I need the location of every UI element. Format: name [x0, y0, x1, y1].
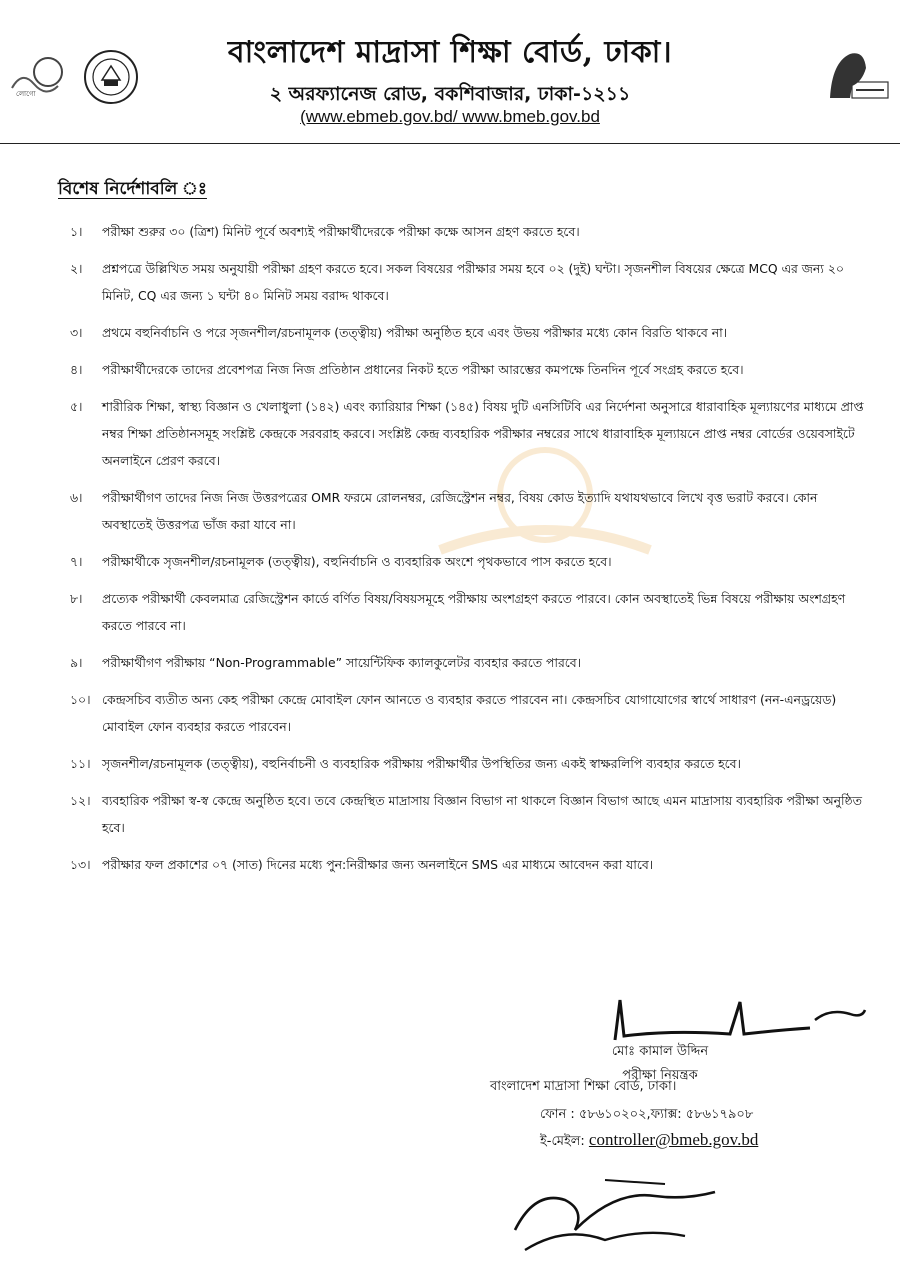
instruction-item — [70, 649, 870, 676]
instruction-text: কেন্দ্রসচিব ব্যতীত অন্য কেহ পরীক্ষা কেন্দ্রে মোবাইল ফোন আনতে ও ব্যবহার করতে পারবেন না। কেন্দ্রসচিব যোগাযোগের স্বার্থে সাধারণ (নন-এনড্রয়েড) মোবাইল ফোন ব্যবহার করতে পারবেন। — [102, 692, 837, 734]
instruction-number: ১৩। — [70, 857, 91, 872]
signatory-office: বাংলাদেশ মাদ্রাসা শিক্ষা বোর্ড, ঢাকা। — [490, 1079, 677, 1094]
instruction-text: প্রত্যেক পরীক্ষার্থী কেবলমাত্র রেজিস্ট্রেশন কার্ডে বর্ণিত বিষয়/বিষয়সমূহে পরীক্ষায় অংশগ্রহণ করতে পারবে। কোন অবস্থাতেই ভিন্ন বিষয়ে পরীক্ষায় অংশগ্রহণ করতে পারবে না। — [102, 591, 846, 633]
instruction-text: পরীক্ষার্থীগণ পরীক্ষায় “Non-Programmable” সায়েন্টিফিক ক্যালকুলেটর ব্যবহার করতে পারবে। — [102, 655, 582, 670]
signatory-email-row — [540, 1127, 840, 1154]
instruction-number: ৮। — [70, 591, 83, 606]
instruction-text: পরীক্ষার ফল প্রকাশের ০৭ (সাত) দিনের মধ্যে পুন:নিরীক্ষার জন্য অনলাইনে SMS এর মাধ্যমে আবেদন করা যাবে। — [102, 857, 654, 872]
instruction-number: ১১। — [70, 756, 91, 771]
instruction-number: ৫। — [70, 399, 83, 414]
instruction-item — [70, 319, 870, 346]
board-name-title: বাংলাদেশ মাদ্রাসা শিক্ষা বোর্ড, ঢাকা। — [227, 35, 673, 70]
instruction-item — [70, 255, 870, 309]
instruction-text: ব্যবহারিক পরীক্ষা স্ব-স্ব কেন্দ্রে অনুষ্ঠিত হবে। তবে কেন্দ্রস্থিত মাদ্রাসায় বিজ্ঞান বিভাগ না থাকলে বিজ্ঞান বিভাগ আছে এমন মাদ্রাসায় ব্যবহারিক পরীক্ষা অনুষ্ঠিত হবে। — [102, 793, 862, 835]
instruction-text: শারীরিক শিক্ষা, স্বাস্থ্য বিজ্ঞান ও খেলাধুলা (১৪২) এবং ক্যারিয়ার শিক্ষা (১৪৫) বিষয় দুটি এনসিটিবি এর নির্দেশনা অনুসারে ধারাবাহিক মূল্যায়ণের মাধ্যমে প্রাপ্ত নম্বর শিক্ষা প্রতিষ্ঠানসমূহ সংশ্লিষ্ট কেন্দ্রকে সরবরাহ করবে। সংশ্লিষ্ট কেন্দ্র ব্যবহারিক পরীক্ষার নম্বরের সাথে ধারাবাহিক মূল্যায়নে প্রাপ্ত নম্বর বোর্ডের ওয়েবসাইটে অনলাইনে প্রেরণ করবে। — [102, 399, 864, 468]
board-emblem-icon — [82, 48, 140, 106]
instruction-number: ২। — [70, 261, 83, 276]
board-address: ২ অরফ্যানেজ রোড, বকশিবাজার, ঢাকা-১২১১ — [269, 83, 631, 105]
instruction-text: পরীক্ষার্থীদেরকে তাদের প্রবেশপত্র নিজ নিজ প্রতিষ্ঠান প্রধানের নিকট হতে পরীক্ষা আরম্ভের কমপক্ষে তিনদিন পূর্বে সংগ্রহ করতে হবে। — [102, 362, 744, 377]
instruction-number: ৪। — [70, 362, 83, 377]
email-link[interactable]: controller@bmeb.gov.bd — [588, 1130, 759, 1149]
instruction-item — [70, 750, 870, 777]
instruction-number: ১২। — [70, 793, 91, 808]
board-websites: (www.ebmeb.gov.bd/ www.bmeb.gov.bd — [300, 107, 600, 126]
svg-text:লোগো: লোগো — [16, 90, 36, 98]
email-label: ই-মেইল: — [540, 1134, 585, 1149]
endorsement-signature-icon — [505, 1170, 725, 1260]
instruction-number: ১০। — [70, 692, 91, 707]
instruction-text: সৃজনশীল/রচনামূলক (তত্ত্বীয়), বহুনির্বাচনী ও ব্যবহারিক পরীক্ষায় পরীক্ষার্থীর উপস্থিতির জন্য একই স্বাক্ষরলিপি ব্যবহার করতে হবে। — [102, 756, 741, 771]
instruction-item — [70, 356, 870, 383]
instruction-item — [70, 851, 870, 878]
instruction-text: পরীক্ষার্থীকে সৃজনশীল/রচনামূলক (তত্ত্বীয়), বহুনির্বাচনি ও ব্যবহারিক অংশে পৃথকভাবে পাস করতে হবে। — [102, 554, 612, 569]
instruction-item — [70, 686, 870, 740]
instruction-item — [70, 787, 870, 841]
signatory-phone: ফোন : ৫৮৬১০২০২,ফ্যাক্স: ৫৮৬১৭৯০৮ — [540, 1107, 754, 1122]
letterhead — [0, 0, 900, 145]
instruction-number: ৯। — [70, 655, 83, 670]
instruction-item — [70, 393, 870, 474]
header-divider — [0, 143, 900, 144]
instruction-item — [70, 484, 870, 538]
instruction-text: প্রথমে বহুনির্বাচনি ও পরে সৃজনশীল/রচনামূলক (তত্ত্বীয়) পরীক্ষা অনুষ্ঠিত হবে এবং উভয় পরীক্ষার মধ্যে কোন বিরতি থাকবে না। — [102, 325, 728, 340]
instruction-number: ১। — [70, 224, 83, 239]
instructions-list — [70, 218, 870, 888]
instruction-item — [70, 548, 870, 575]
instruction-text: পরীক্ষার্থীগণ তাদের নিজ নিজ উত্তরপত্রের OMR ফরমে রোলনম্বর, রেজিস্ট্রেশন নম্বর, বিষয় কোড ইত্যাদি যথাযথভাবে লিখে বৃত্ত ভরাট করবে। কোন অবস্থাতেই উত্তরপত্র ভাঁজ করা যাবে না। — [102, 490, 818, 532]
instruction-number: ৭। — [70, 554, 83, 569]
signatory-designation: পরীক্ষা নিয়ন্ত্রক — [622, 1068, 698, 1083]
instruction-text: প্রশ্নপত্রে উল্লিখিত সময় অনুযায়ী পরীক্ষা গ্রহণ করতে হবে। সকল বিষয়ের পরীক্ষার সময় হবে ০২ (দুই) ঘন্টা। সৃজনশীল বিষয়ের ক্ষেত্রে MCQ এর জন্য ২০ মিনিট, CQ এর জন্য ১ ঘন্টা ৪০ মিনিট সময় বরাদ্দ থাকবে। — [102, 261, 844, 303]
instruction-text: পরীক্ষা শুরুর ৩০ (ত্রিশ) মিনিট পূর্বে অবশ্যই পরীক্ষার্থীদেরকে পরীক্ষা কক্ষে আসন গ্রহণ করতে হবে। — [102, 224, 580, 239]
instruction-number: ৩। — [70, 325, 83, 340]
mujib-year-logo-icon — [822, 42, 892, 102]
signatory-contact — [490, 1079, 840, 1154]
signatory-name: মোঃ কামাল উদ্দিন — [611, 1044, 709, 1059]
instruction-number: ৬। — [70, 490, 83, 505]
jubilee-logo-icon — [8, 50, 68, 100]
instruction-item — [70, 218, 870, 245]
instruction-item — [70, 585, 870, 639]
special-instructions-heading: বিশেষ নির্দেশাবলি ঃ — [58, 179, 207, 199]
